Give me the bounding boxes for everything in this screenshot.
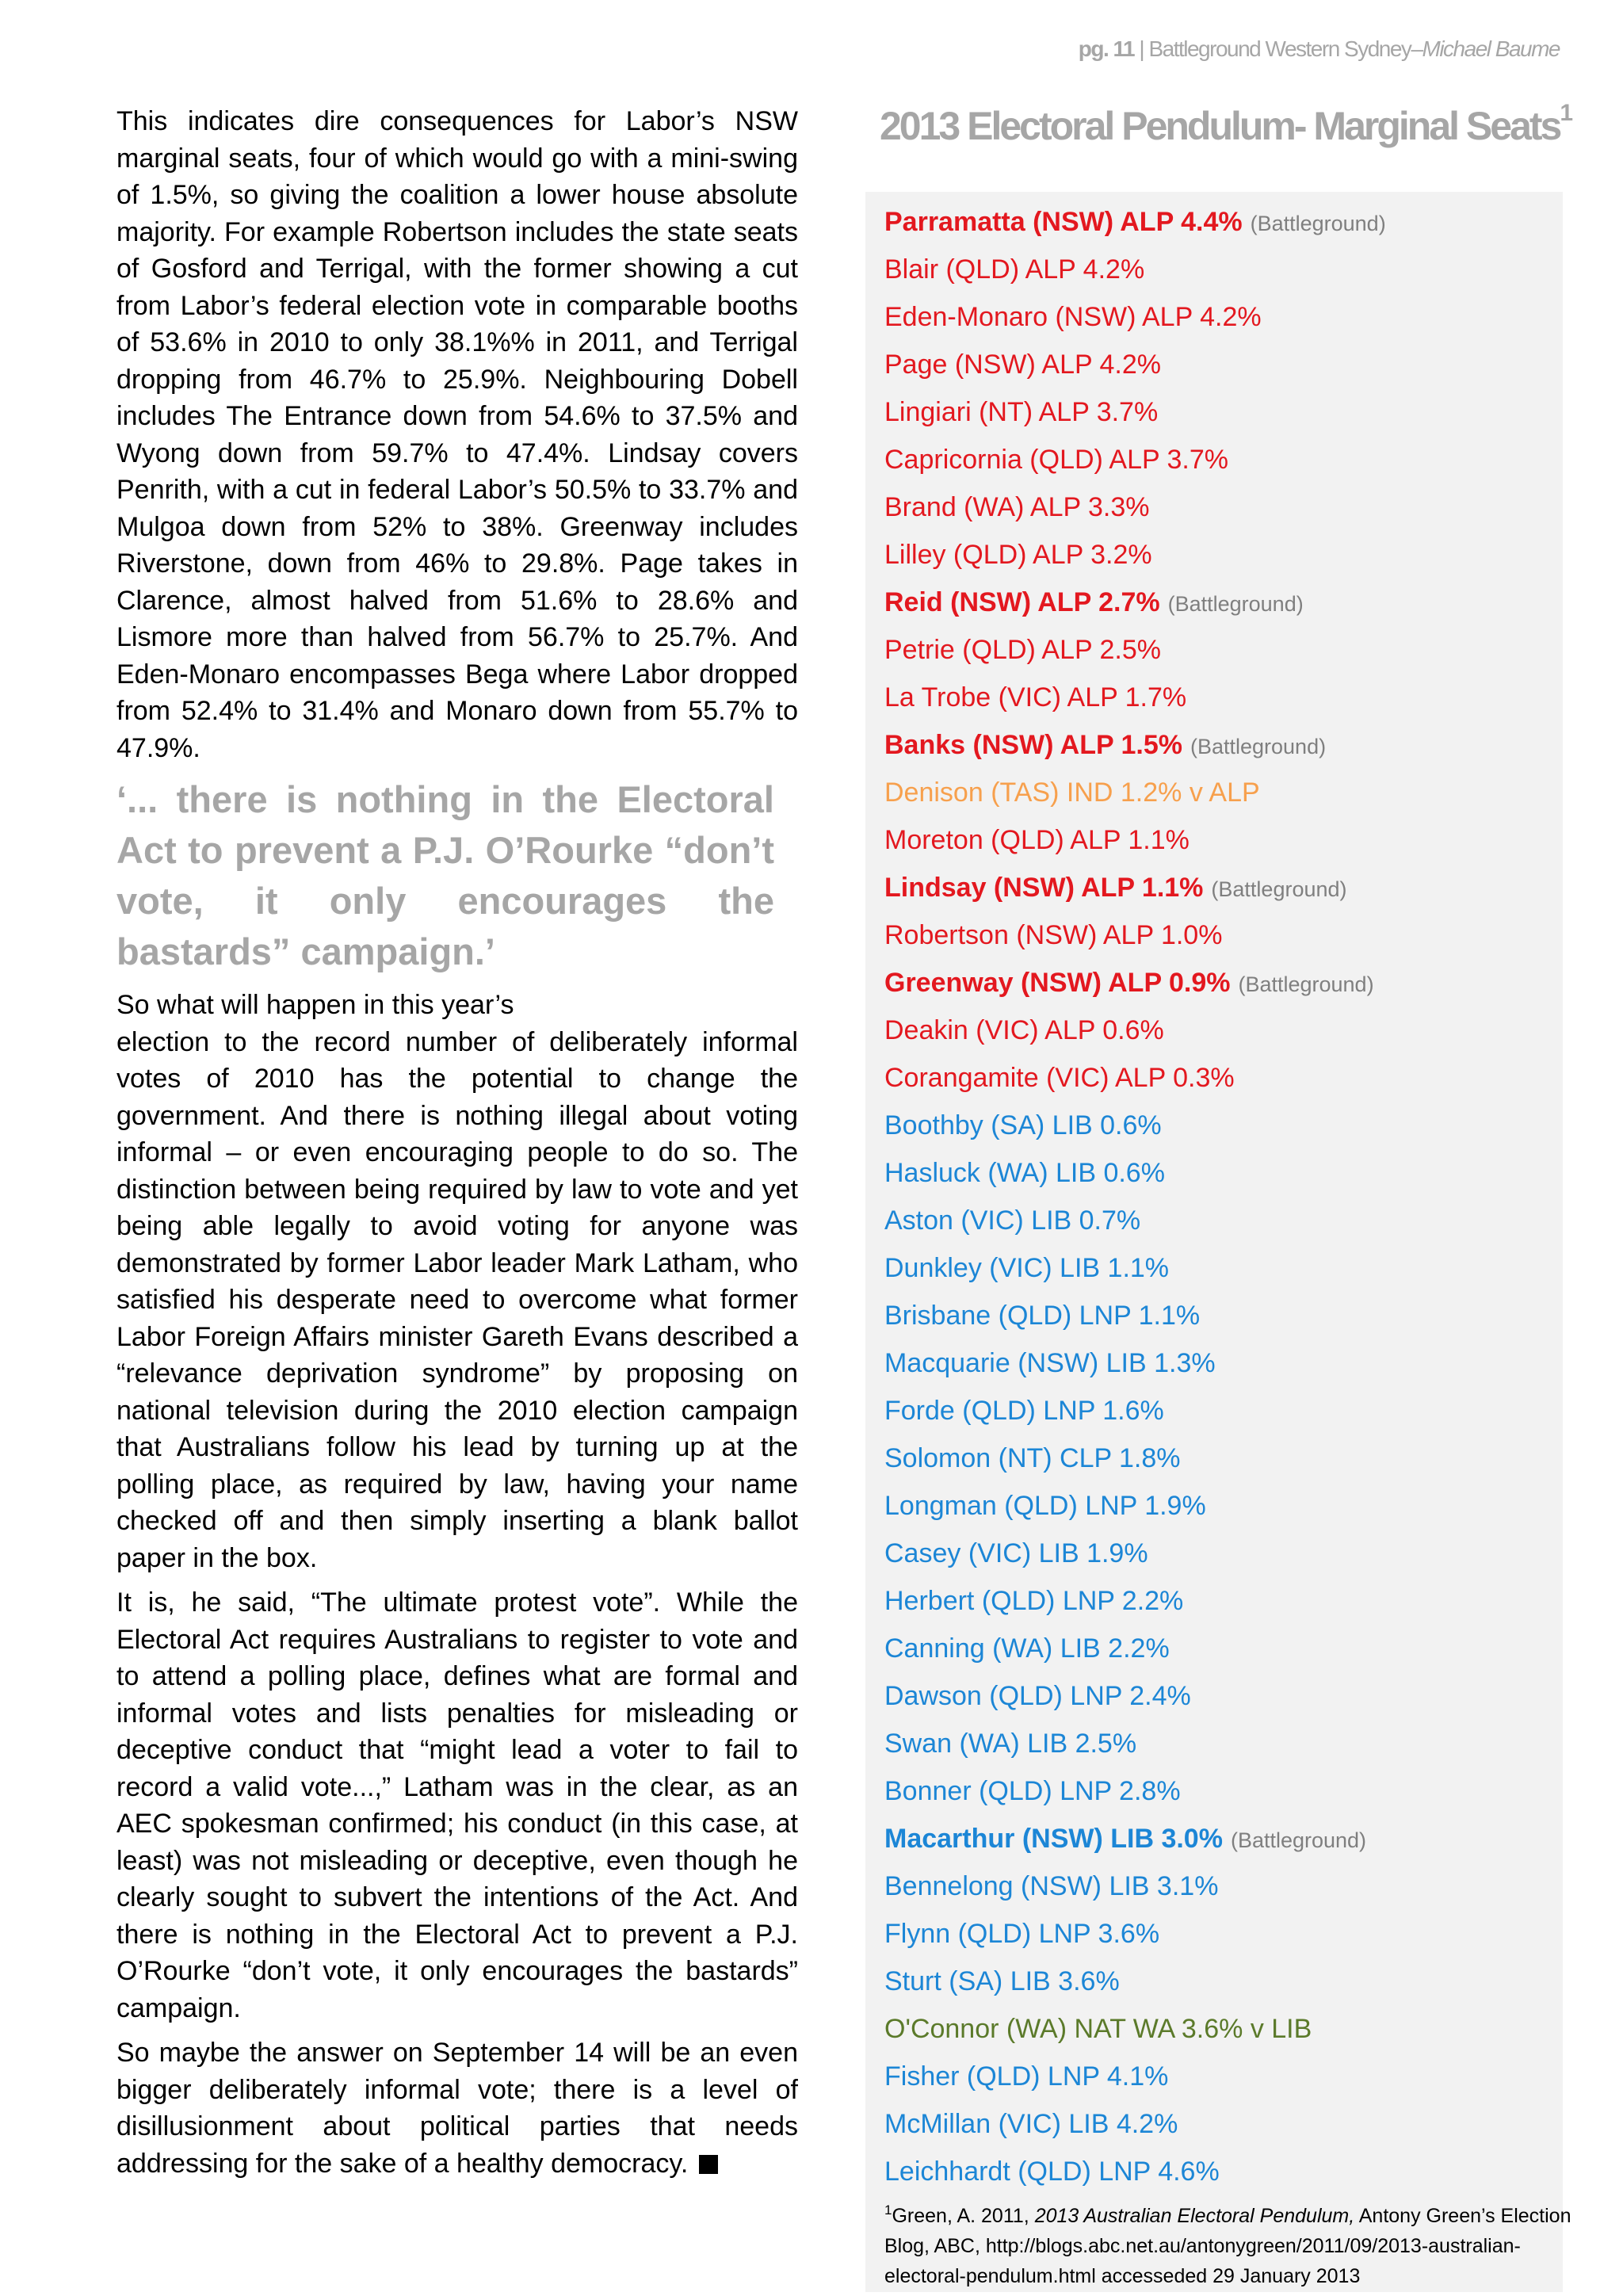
seat-bonner (884, 1771, 1558, 1819)
paragraph-protest-vote: It is, he said, “The ultimate protest vote”. While the Electoral Act requires Australians to register to vote and to attend a polling place, defines what are formal and informal votes and lists penalties for misleading or deceptive conduct that “might lead a voter to fail to record a valid vote...,” Latham was in the clear, as an AEC spokesman confirmed; his conduct (in this case, at least) was not misleading or deceptive, even though he clearly sought to subvert the intentions of the Act. And there is nothing in the Electoral Act to prevent a P.J. O’Rourke “don’t vote, it only encourages the bastards” campaign. (116, 1587, 798, 2023)
seat-label: Lindsay (NSW) ALP 1.1% (884, 873, 1204, 903)
seat-blair (884, 250, 1558, 297)
seat-label: Dunkley (VIC) LIB 1.1% (884, 1253, 1170, 1283)
seat-label: McMillan (VIC) LIB 4.2% (884, 2109, 1178, 2139)
seat-label: Macquarie (NSW) LIB 1.3% (884, 1348, 1216, 1378)
seat-robertson (884, 915, 1558, 963)
seat-label: Casey (VIC) LIB 1.9% (884, 1538, 1148, 1568)
seat-mcmillan (884, 2104, 1558, 2152)
seat-oconnor (884, 2009, 1558, 2057)
seat-label: Moreton (QLD) ALP 1.1% (884, 825, 1190, 855)
seat-label: Fisher (QLD) LNP 4.1% (884, 2061, 1169, 2092)
seat-forde (884, 1391, 1558, 1438)
seat-moreton (884, 820, 1558, 868)
seat-page (884, 345, 1558, 392)
seat-deakin (884, 1010, 1558, 1058)
battleground-tag: (Battleground) (1250, 212, 1386, 235)
marginal-seats-list (884, 202, 1558, 2199)
conclusion-text: So maybe the answer on September 14 will be an even bigger deliberately informal vote; there is a level of disillusionment about political parties that needs addressing for the sake of a healthy democracy. (116, 2038, 798, 2179)
seat-label: Petrie (QLD) ALP 2.5% (884, 635, 1161, 665)
seat-label: Aston (VIC) LIB 0.7% (884, 1205, 1141, 1236)
seat-label: Herbert (QLD) LNP 2.2% (884, 1586, 1184, 1616)
pendulum-title-text: 2013 Electoral Pendulum- Marginal Seats (880, 104, 1560, 148)
seat-label: Longman (QLD) LNP 1.9% (884, 1491, 1206, 1521)
paragraph-latham: election to the record number of deliberately informal votes of 2010 has the potential to change the government. And there is nothing illegal about voting informal – or even encouraging people to do so. The distinction between being required by law to vote and yet being able legally to avoid voting for anyone was demonstrated by former Labor leader Mark Latham, who satisfied his desperate need to overcome what former Labor Foreign Affairs minister Gareth Evans described a “relevance deprivation syndrome” by proposing on national television during the 2010 election campaign that Australians follow his lead by turning up at the polling place, as required by law, having your name checked off and then simply inserting a blank ballot paper in the box. (116, 1026, 798, 1573)
seat-brand (884, 487, 1558, 535)
battleground-tag: (Battleground) (1167, 592, 1304, 616)
seat-reid (884, 583, 1558, 630)
paragraph-consequences: This indicates dire consequences for Labor’s NSW marginal seats, four of which would go with a mini-swing of 1.5%, so giving the coalition a lower house absolute majority. For example Robertson includes the state seats of Gosford and Terrigal, with the former showing a cut from Labor’s federal election vote in comparable booths of 53.6% in 2010 to only 38.1%% in 2011, and Terrigal dropping from 46.7% to 25.9%. Neighbouring Dobell includes The Entrance down from 54.6% to 37.5% and Wyong down from 59.7% to 47.4%. Lindsay covers Penrith, with a cut in federal Labor’s 50.5% to 33.7% and Mulgoa down from 52% to 38%. Greenway includes Riverstone, down from 46% to 29.8%. Page takes in Clarence, almost halved from 51.6% to 28.6% and Lismore more than halved from 56.7% to 25.7%. And Eden-Monaro encompasses Bega where Labor dropped from 52.4% to 31.4% and Monaro down from 55.7% to 47.9%. (116, 106, 798, 763)
seat-label: La Trobe (VIC) ALP 1.7% (884, 682, 1187, 712)
seat-greenway (884, 963, 1558, 1010)
seat-label: Greenway (NSW) ALP 0.9% (884, 968, 1231, 998)
seat-label: Leichhardt (QLD) LNP 4.6% (884, 2157, 1220, 2187)
seat-longman (884, 1486, 1558, 1534)
seat-lilley (884, 535, 1558, 583)
seat-capricornia (884, 440, 1558, 487)
footnote-reference: 1 (1560, 100, 1574, 126)
seat-solomon (884, 1438, 1558, 1486)
seat-label: Dawson (QLD) LNP 2.4% (884, 1681, 1191, 1711)
seat-corangamite (884, 1058, 1558, 1106)
seat-leichhardt (884, 2152, 1558, 2199)
seat-label: Solomon (NT) CLP 1.8% (884, 1443, 1181, 1473)
seat-label: Sturt (SA) LIB 3.6% (884, 1966, 1120, 1996)
seat-banks (884, 725, 1558, 773)
seat-label: O'Connor (WA) NAT WA 3.6% v LIB (884, 2014, 1312, 2044)
seat-flynn (884, 1914, 1558, 1962)
footnote-publication-title: 2013 Australian Electoral Pendulum, (1034, 2205, 1355, 2227)
seat-macquarie (884, 1343, 1558, 1391)
seat-label: Denison (TAS) IND 1.2% v ALP (884, 777, 1260, 808)
seat-label: Capricornia (QLD) ALP 3.7% (884, 445, 1229, 475)
seat-label: Parramatta (NSW) ALP 4.4% (884, 207, 1243, 237)
seat-boothby (884, 1106, 1558, 1153)
pull-quote: ‘... there is nothing in the Electoral Act to prevent a P.J. O’Rourke “don’t vote, it only encourages the bastards” campaign.’ (116, 778, 774, 972)
seat-label: Brand (WA) ALP 3.3% (884, 492, 1150, 522)
pendulum-title (880, 100, 1573, 149)
seat-herbert (884, 1581, 1558, 1629)
battleground-tag: (Battleground) (1190, 735, 1327, 758)
seat-label: Boothby (SA) LIB 0.6% (884, 1110, 1162, 1140)
seat-label: Lingiari (NT) ALP 3.7% (884, 397, 1159, 427)
battleground-tag: (Battleground) (1230, 1828, 1367, 1852)
seat-label: Bennelong (NSW) LIB 3.1% (884, 1871, 1219, 1901)
page-header (1079, 36, 1560, 62)
seat-bennelong (884, 1866, 1558, 1914)
battleground-tag: (Battleground) (1211, 877, 1347, 901)
seat-dunkley (884, 1248, 1558, 1296)
seat-lingiari (884, 392, 1558, 440)
seat-label: Lilley (QLD) ALP 3.2% (884, 540, 1152, 570)
header-separator: | (1139, 36, 1144, 61)
footnote-source: Antony Green’s Election Blog, ABC, http://blogs.abc.net.au/antonygreen/2011/09/2013-australian-electoral-pendulum.html accesseded 29 January 2013 (884, 2205, 1571, 2287)
seat-macarthur (884, 1819, 1558, 1866)
seat-eden-monaro (884, 297, 1558, 345)
seat-label: Swan (WA) LIB 2.5% (884, 1729, 1137, 1759)
seat-la-trobe (884, 678, 1558, 725)
seat-dawson (884, 1676, 1558, 1724)
seat-brisbane (884, 1296, 1558, 1343)
seat-label: Page (NSW) ALP 4.2% (884, 350, 1161, 380)
seat-label: Banks (NSW) ALP 1.5% (884, 730, 1182, 760)
seat-swan (884, 1724, 1558, 1771)
paragraph-election-opening: So what will happen in this year’s (116, 990, 514, 1020)
seat-casey (884, 1534, 1558, 1581)
author-name: Michael Baume (1422, 36, 1560, 61)
seat-hasluck (884, 1153, 1558, 1201)
seat-label: Canning (WA) LIB 2.2% (884, 1633, 1170, 1664)
battleground-tag: (Battleground) (1238, 972, 1374, 996)
seat-label: Bonner (QLD) LNP 2.8% (884, 1776, 1181, 1806)
header-dash: – (1411, 36, 1423, 61)
footnote (884, 2195, 1590, 2291)
seat-label: Deakin (VIC) ALP 0.6% (884, 1015, 1164, 1045)
seat-denison (884, 773, 1558, 820)
seat-label: Robertson (NSW) ALP 1.0% (884, 920, 1223, 950)
seat-parramatta (884, 202, 1558, 250)
seat-lindsay (884, 868, 1558, 915)
seat-sturt (884, 1962, 1558, 2009)
seat-label: Forde (QLD) LNP 1.6% (884, 1396, 1164, 1426)
article-body (116, 103, 798, 2182)
seat-canning (884, 1629, 1558, 1676)
seat-aston (884, 1201, 1558, 1248)
seat-label: Reid (NSW) ALP 2.7% (884, 587, 1160, 617)
document-title: Battleground Western Sydney (1148, 36, 1411, 61)
footnote-number: 1 (884, 2202, 892, 2218)
seat-fisher (884, 2057, 1558, 2104)
seat-label: Macarthur (NSW) LIB 3.0% (884, 1824, 1223, 1854)
seat-label: Blair (QLD) ALP 4.2% (884, 254, 1145, 285)
seat-label: Flynn (QLD) LNP 3.6% (884, 1919, 1160, 1949)
end-of-article-mark (699, 2155, 718, 2174)
seat-label: Brisbane (QLD) LNP 1.1% (884, 1301, 1201, 1331)
seat-label: Eden-Monaro (NSW) ALP 4.2% (884, 302, 1262, 332)
paragraph-conclusion (116, 2034, 798, 2182)
seat-petrie (884, 630, 1558, 678)
page-number: pg. 11 (1078, 36, 1135, 61)
seat-label: Corangamite (VIC) ALP 0.3% (884, 1063, 1235, 1093)
footnote-author: Green, A. 2011, (892, 2205, 1035, 2227)
seat-label: Hasluck (WA) LIB 0.6% (884, 1158, 1165, 1188)
